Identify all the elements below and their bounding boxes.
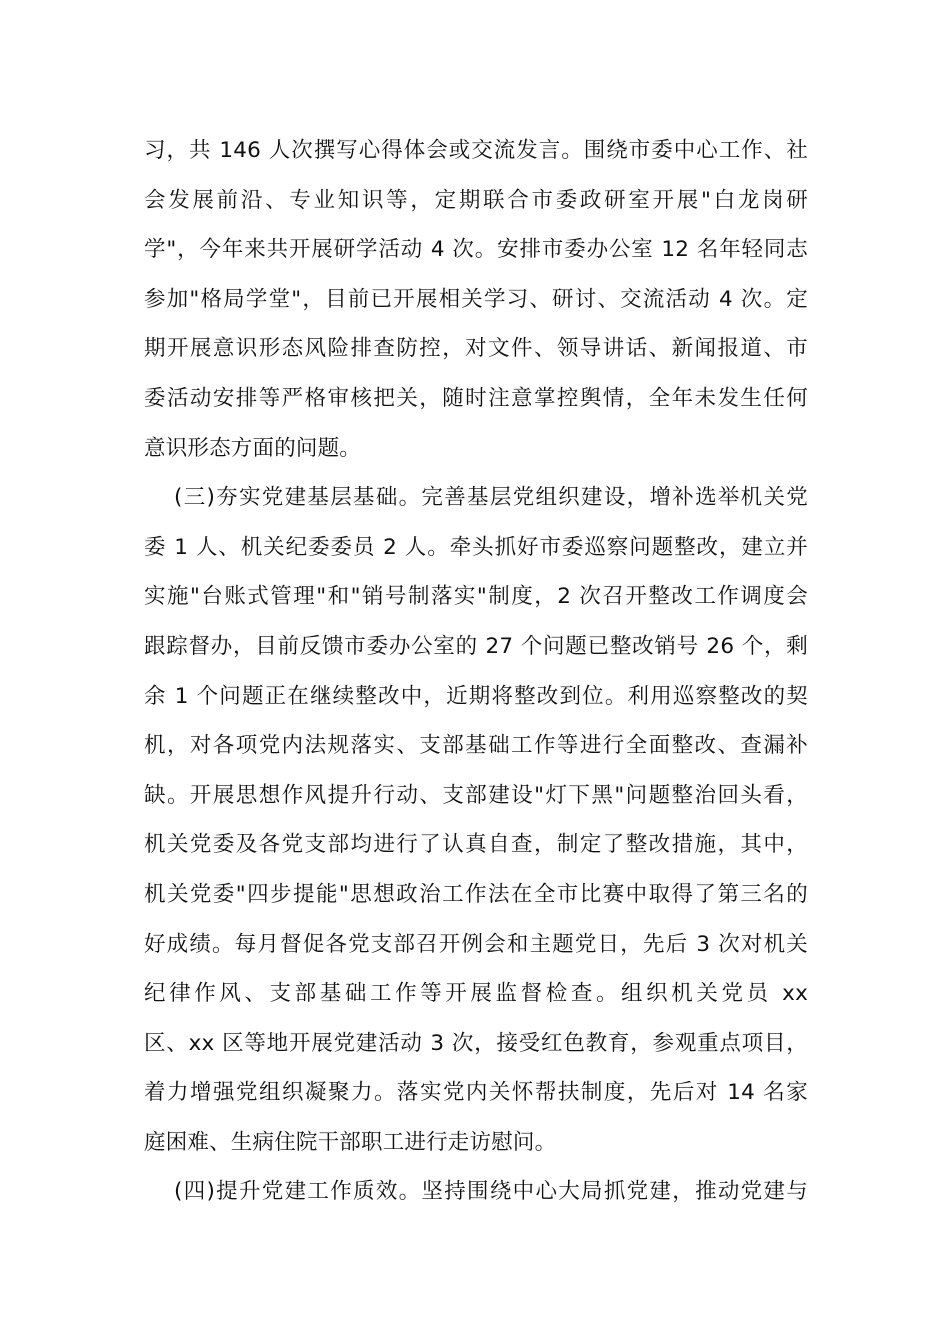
body-text [144,126,808,1217]
text-line: 区、xx 区等地开展党建活动 3 次，接受红色教育，参观重点项目， [144,1030,808,1056]
text-line: 会发展前沿、专业知识等，定期联合市委政研室开展"白龙岗研 [144,187,808,213]
text-line: 余 1 个问题正在继续整改中，近期将整改到位。利用巡察整改的契 [144,683,808,709]
text-line: 机关党委及各党支部均进行了认真自查，制定了整改措施，其中， [144,832,808,858]
text-line: 期开展意识形态风险排查防控，对文件、领导讲话、新闻报道、市 [144,336,808,362]
text-line: 实施"台账式管理"和"销号制落实"制度，2 次召开整改工作调度会 [144,584,808,610]
text-line: 委活动安排等严格审核把关，随时注意掌控舆情，全年未发生任何 [144,385,808,411]
text-line: 着力增强党组织凝聚力。落实党内关怀帮扶制度，先后对 14 名家 [144,1080,808,1106]
text-line: 学"，今年来共开展研学活动 4 次。安排市委办公室 12 名年轻同志 [144,237,808,263]
text-line: 参加"格局学堂"，目前已开展相关学习、研讨、交流活动 4 次。定 [144,286,808,312]
text-line: 庭困难、生病住院干部职工进行走访慰问。 [144,1129,557,1155]
section-heading-line: (四)提升党建工作质效。坚持围绕中心大局抓党建，推动党建与 [174,1179,808,1205]
section-heading-line: (三)夯实党建基层基础。完善基层党组织建设，增补选举机关党 [174,485,808,511]
text-line: 纪律作风、支部基础工作等开展监督检查。组织机关党员 xx [144,981,808,1007]
text-line: 习，共 146 人次撰写心得体会或交流发言。围绕市委中心工作、社 [144,138,808,163]
text-line: 跟踪督办，目前反馈市委办公室的 27 个问题已整改销号 26 个，剩 [144,633,808,659]
text-line: 机关党委"四步提能"思想政治工作法在全市比赛中取得了第三名的 [144,881,808,907]
text-line: 缺。开展思想作风提升行动、支部建设"灯下黑"问题整治回头看， [144,782,808,808]
text-line: 委 1 人、机关纪委委员 2 人。牵头抓好市委巡察问题整改，建立并 [144,534,808,560]
text-line: 意识形态方面的问题。 [144,435,362,461]
text-line: 机，对各项党内法规落实、支部基础工作等进行全面整改、查漏补 [144,733,808,759]
text-line: 好成绩。每月督促各党支部召开例会和主题党日，先后 3 次对机关 [144,931,808,957]
